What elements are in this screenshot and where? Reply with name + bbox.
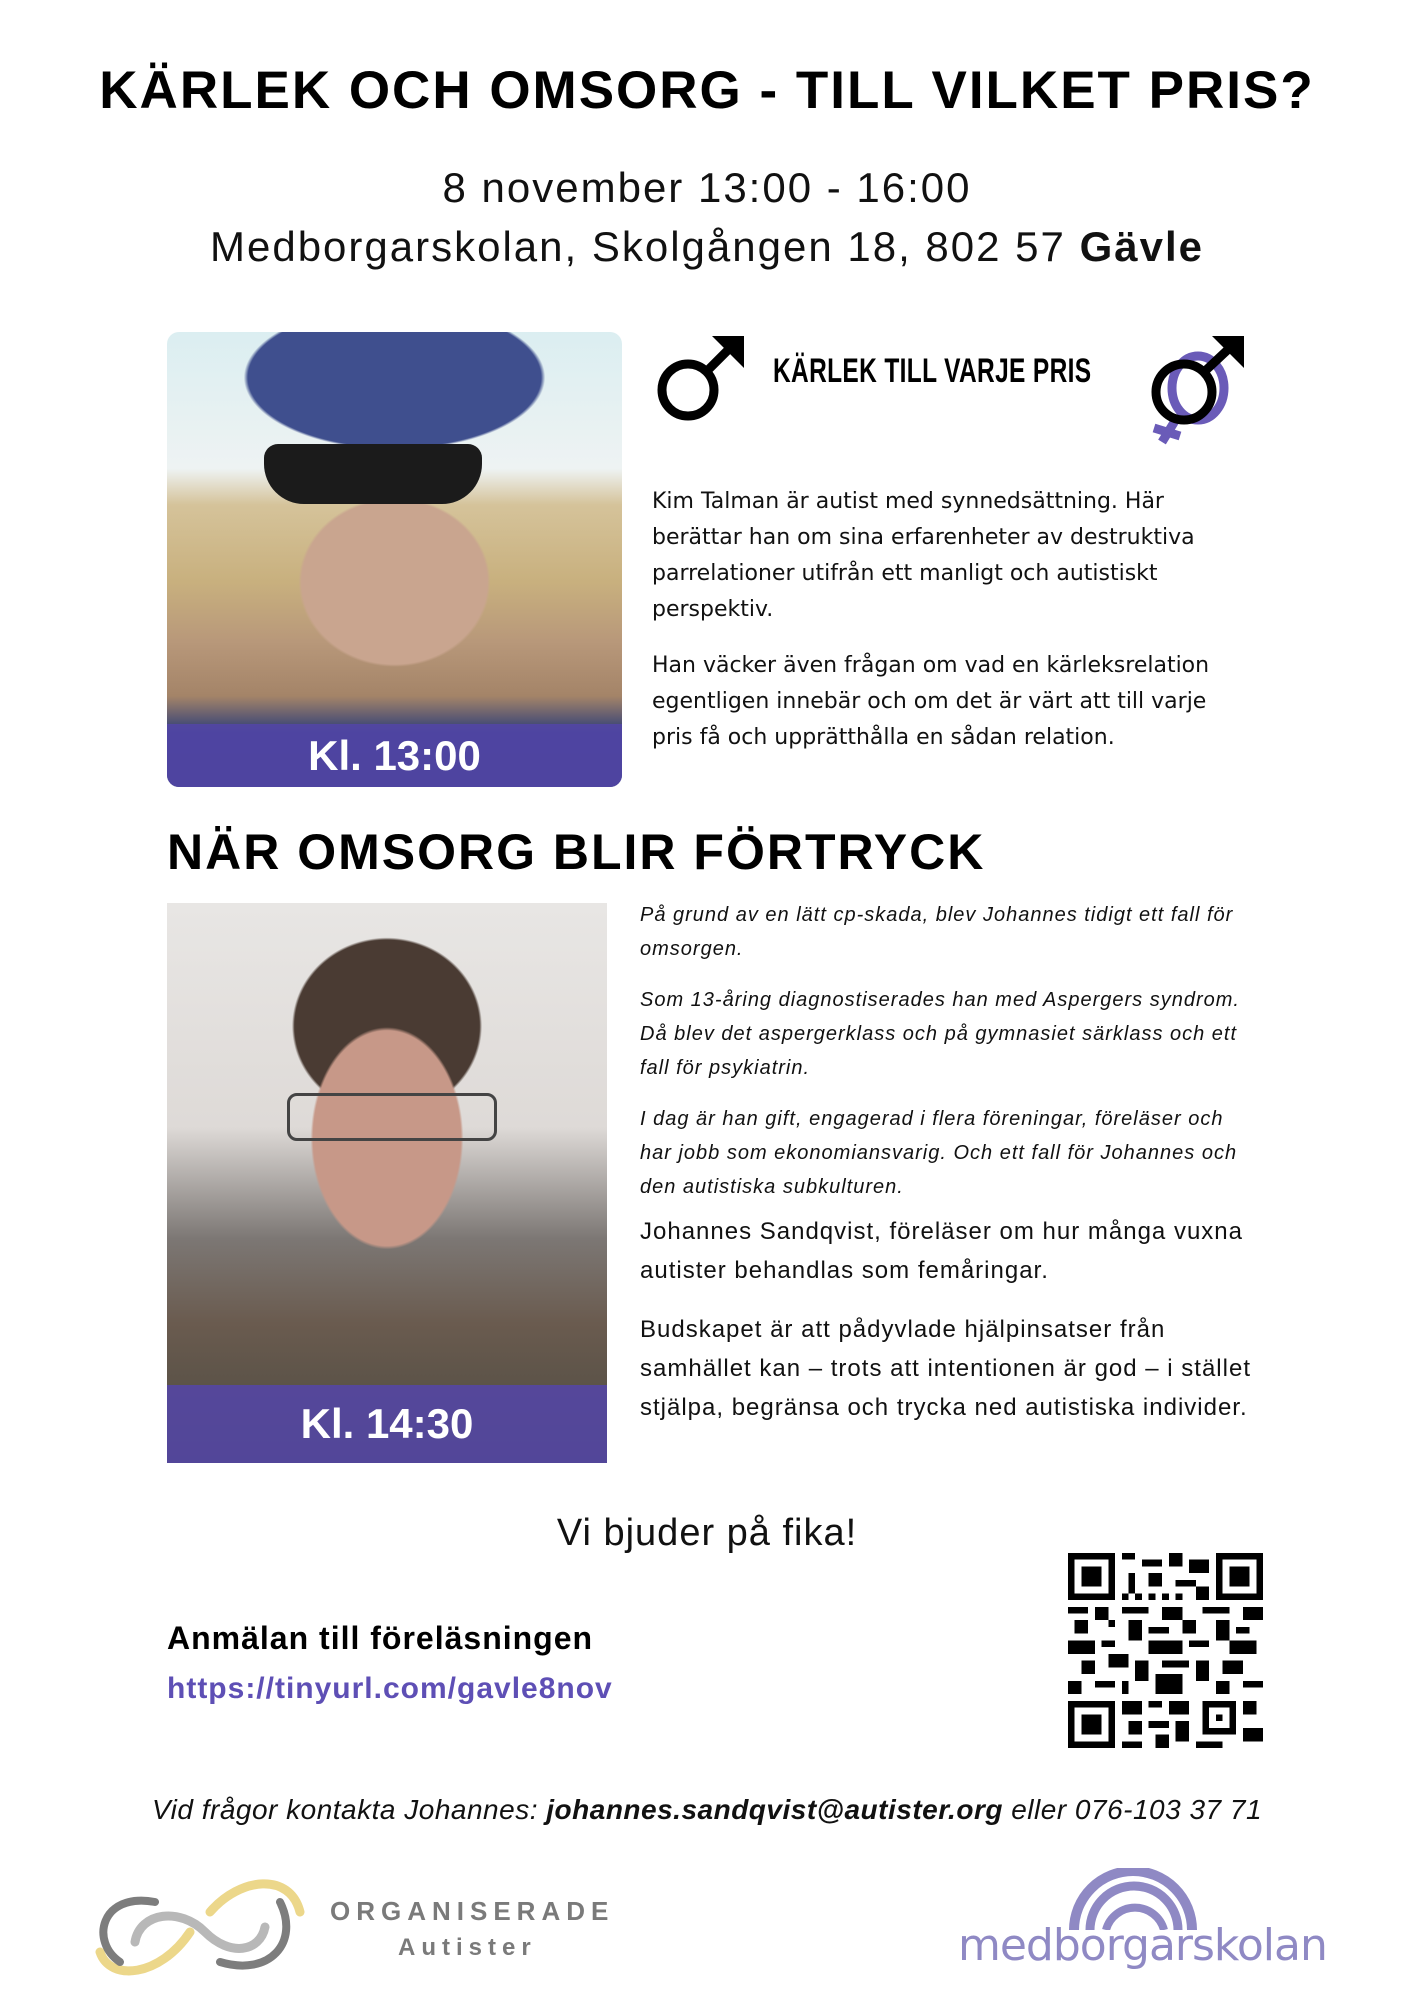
qr-code-icon[interactable] — [1068, 1553, 1263, 1748]
sunglasses-detail — [264, 444, 482, 504]
time-badge-session1: Kl. 13:00 — [167, 724, 622, 787]
session1-paragraph: Han väcker även frågan om vad en kärleksrelation egentligen innebär och om det är värt att till varje pris få och upprätthålla en sådan relation. — [652, 653, 1210, 750]
session1-heading: KÄRLEK TILL VARJE PRIS — [773, 352, 1092, 390]
contact-line — [0, 1794, 1414, 1826]
organiserade-autister-logo-line1: ORGANISERADE — [330, 1896, 615, 1926]
fika-note: Vi bjuder på fika! — [556, 1512, 858, 1554]
session2-italic-paragraph: Som 13-åring diagnostiserades han med Aspergers syndrom. Då blev det aspergerklass och på gymnasiet särklass och ett fall för psykiatrin. — [640, 989, 1240, 1079]
medborgarskolan-logo-text: medborgarskolan — [958, 1920, 1327, 1971]
session1-description — [652, 484, 1252, 776]
contact-prefix: Vid frågor kontakta Johannes: — [151, 1794, 547, 1825]
contact-email[interactable]: johannes.sandqvist@autister.org — [546, 1794, 1003, 1825]
organiserade-autister-logo-line2: Autister — [398, 1934, 537, 1961]
event-address — [0, 223, 1414, 271]
speaker-photo-johannes-sandqvist — [167, 903, 607, 1463]
contact-phone: eller 076-103 37 71 — [1002, 1794, 1263, 1825]
address-street: Medborgarskolan, Skolgången 18, 802 57 — [210, 223, 1080, 270]
session1-paragraph: Kim Talman är autist med synnedsättning. Här berättar han om sina erfarenheter av destruktiva parrelationer utifrån ett manligt och autistiskt perspektiv. — [652, 489, 1195, 622]
session2-bio — [640, 898, 1260, 1221]
male-symbol-icon — [650, 330, 750, 430]
session2-italic-paragraph: I dag är han gift, engagerad i flera föreningar, föreläser och har jobb som ekonomiansvarig. Och ett fall för Johannes och den autistiska subkulturen. — [640, 1108, 1238, 1198]
address-city: Gävle — [1079, 223, 1204, 270]
infinity-logo-icon — [80, 1872, 320, 1982]
glasses-detail — [287, 1093, 497, 1141]
session2-italic-paragraph: På grund av en lätt cp-skada, blev Johannes tidigt ett fall för omsorgen. — [640, 904, 1234, 960]
male-female-symbol-icon — [1140, 330, 1250, 450]
speaker-photo-kim-talman — [167, 332, 622, 787]
page-title: KÄRLEK OCH OMSORG - TILL VILKET PRIS? — [99, 61, 1315, 120]
session2-heading: NÄR OMSORG BLIR FÖRTRYCK — [167, 824, 986, 880]
time-badge-session2: Kl. 14:30 — [167, 1385, 607, 1463]
session2-paragraph: Budskapet är att pådyvlade hjälpinsatser från samhället kan – trots att intentionen är god – i stället stjälpa, begränsa och trycka ned autistiska individer. — [640, 1316, 1251, 1421]
session2-paragraph: Johannes Sandqvist, föreläser om hur många vuxna autister behandlas som femåringar. — [640, 1218, 1243, 1284]
event-date-time: 8 november 13:00 - 16:00 — [442, 164, 972, 211]
registration-title: Anmälan till föreläsningen — [167, 1620, 594, 1656]
registration-link[interactable]: https://tinyurl.com/gavle8nov — [167, 1672, 613, 1705]
session2-description — [640, 1212, 1260, 1447]
